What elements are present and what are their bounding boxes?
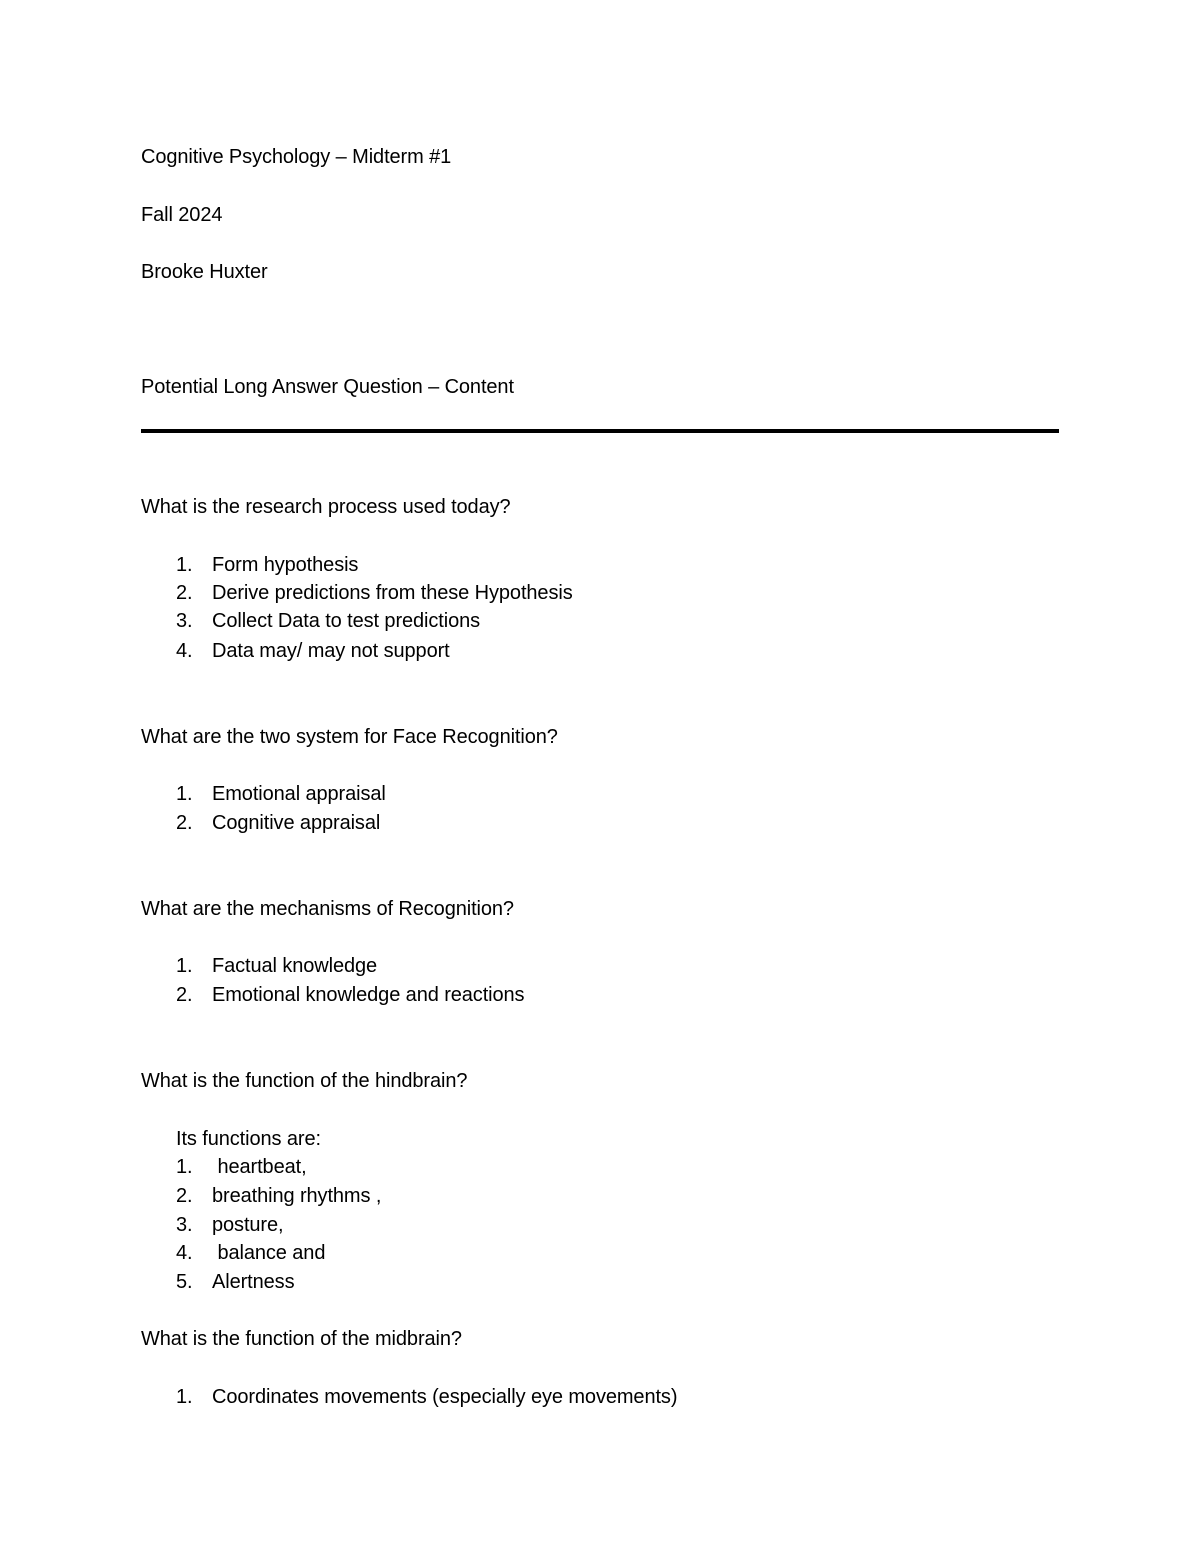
- question-heading: What are the mechanisms of Recognition?: [141, 898, 514, 920]
- list-text: Collect Data to test predictions: [212, 610, 481, 632]
- document-title: Cognitive Psychology – Midterm #1: [141, 146, 452, 168]
- list-text: Emotional appraisal: [212, 783, 386, 805]
- question-heading: What is the research process used today?: [141, 496, 511, 518]
- list-text: balance and: [212, 1242, 326, 1264]
- list-intro: Its functions are:: [176, 1128, 321, 1150]
- list-number: 1.: [176, 783, 193, 805]
- list-text: Emotional knowledge and reactions: [212, 984, 525, 1006]
- list-number: 2.: [176, 812, 193, 834]
- list-text: heartbeat,: [212, 1156, 307, 1178]
- horizontal-rule: [141, 429, 1059, 433]
- list-number: 1.: [176, 955, 193, 977]
- list-number: 4.: [176, 1242, 193, 1264]
- list-text: Data may/ may not support: [212, 640, 450, 662]
- list-text: Factual knowledge: [212, 955, 378, 977]
- list-text: Form hypothesis: [212, 554, 359, 576]
- list-text: breathing rhythms ,: [212, 1185, 382, 1207]
- list-number: 4.: [176, 640, 193, 662]
- list-text: posture,: [212, 1214, 284, 1236]
- document-term: Fall 2024: [141, 204, 223, 226]
- list-number: 2.: [176, 984, 193, 1006]
- document-subtitle: Potential Long Answer Question – Content: [141, 376, 514, 398]
- question-heading: What is the function of the hindbrain?: [141, 1070, 468, 1092]
- list-number: 1.: [176, 554, 193, 576]
- list-number: 5.: [176, 1271, 193, 1293]
- list-number: 2.: [176, 1185, 193, 1207]
- list-number: 2.: [176, 582, 193, 604]
- question-heading: What are the two system for Face Recognition?: [141, 726, 558, 748]
- list-number: 1.: [176, 1156, 193, 1178]
- list-text: Derive predictions from these Hypothesis: [212, 582, 573, 604]
- list-text: Alertness: [212, 1271, 295, 1293]
- list-number: 1.: [176, 1386, 193, 1408]
- list-text: Cognitive appraisal: [212, 812, 381, 834]
- question-heading: What is the function of the midbrain?: [141, 1328, 462, 1350]
- list-text: Coordinates movements (especially eye movements): [212, 1386, 678, 1408]
- list-number: 3.: [176, 610, 193, 632]
- list-number: 3.: [176, 1214, 193, 1236]
- document-author: Brooke Huxter: [141, 261, 268, 283]
